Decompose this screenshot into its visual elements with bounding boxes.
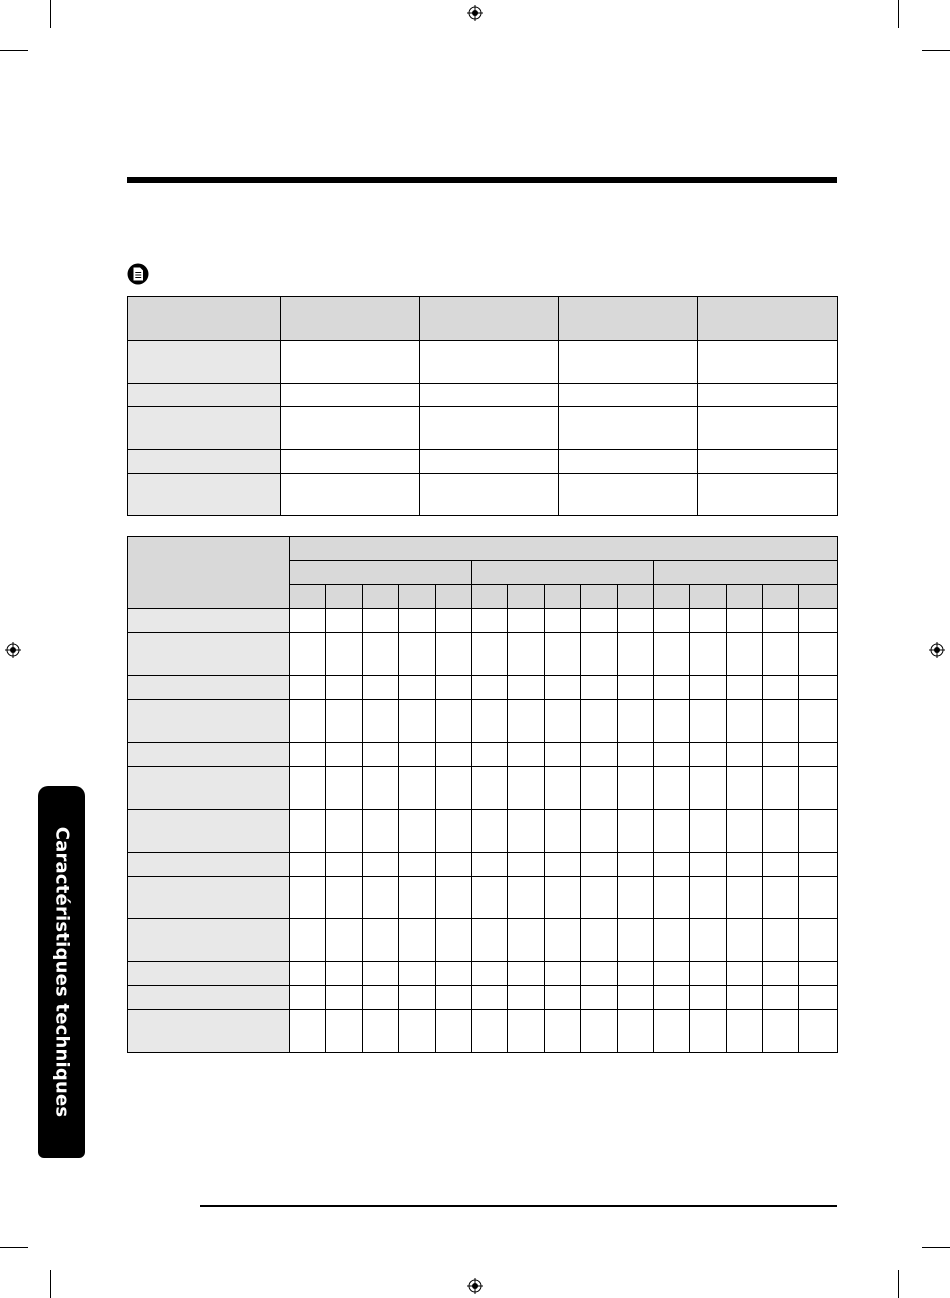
table-cell <box>690 877 726 919</box>
table-cell <box>362 1010 398 1053</box>
table-header-cell <box>290 537 838 561</box>
table-cell <box>399 1010 435 1053</box>
table-cell <box>698 474 838 516</box>
table-header-cell <box>399 585 435 609</box>
table-row <box>128 877 838 919</box>
table-cell <box>471 986 507 1010</box>
table-cell <box>471 962 507 986</box>
table-cell <box>544 743 580 767</box>
table-cell <box>471 743 507 767</box>
table-header-cell <box>544 585 580 609</box>
table-cell <box>471 633 507 676</box>
table-cell <box>726 676 762 700</box>
table-cell <box>698 407 838 450</box>
table-cell <box>399 767 435 810</box>
table-header-cell <box>326 585 362 609</box>
table-cell <box>763 919 799 962</box>
table-cell <box>617 877 653 919</box>
row-header-cell <box>128 853 290 877</box>
table-cell <box>581 633 617 676</box>
row-header-cell <box>128 384 281 407</box>
row-header-cell <box>128 407 281 450</box>
table-cell <box>617 743 653 767</box>
table-cell <box>763 810 799 853</box>
table-cell <box>690 919 726 962</box>
table-row <box>128 986 838 1010</box>
table-cell <box>559 384 698 407</box>
table-cell <box>399 810 435 853</box>
table-cell <box>326 919 362 962</box>
table-cell <box>799 676 837 700</box>
table-cell <box>399 986 435 1010</box>
table-row <box>128 962 838 986</box>
table-header-cell <box>508 585 544 609</box>
table-cell <box>617 609 653 633</box>
table-cell <box>435 1010 471 1053</box>
table-cell <box>326 633 362 676</box>
table-cell <box>290 633 326 676</box>
table-cell <box>690 962 726 986</box>
table-cell <box>726 767 762 810</box>
table-cell <box>435 853 471 877</box>
table-cell <box>326 676 362 700</box>
row-header-cell <box>128 700 290 743</box>
table-cell <box>290 853 326 877</box>
table-cell <box>544 853 580 877</box>
row-header-cell <box>128 450 281 474</box>
table-cell <box>763 986 799 1010</box>
table-cell <box>544 1010 580 1053</box>
crop-mark <box>922 1247 950 1248</box>
table-header-cell <box>290 561 472 585</box>
row-header-cell <box>128 633 290 676</box>
row-header-cell <box>128 877 290 919</box>
table-cell <box>726 877 762 919</box>
table-cell <box>799 810 837 853</box>
crop-mark <box>922 50 950 51</box>
table-row <box>128 384 838 407</box>
table-cell <box>544 877 580 919</box>
table-cell <box>399 853 435 877</box>
table-cell <box>690 853 726 877</box>
table-cell <box>281 474 420 516</box>
table-header-cell <box>653 561 837 585</box>
row-header-cell <box>128 810 290 853</box>
table-cell <box>653 962 689 986</box>
table-cell <box>581 609 617 633</box>
table-cell <box>617 700 653 743</box>
crop-mark <box>50 1270 51 1298</box>
table-cell <box>726 919 762 962</box>
registration-mark-icon <box>5 642 21 658</box>
table-cell <box>508 609 544 633</box>
table-cell <box>581 962 617 986</box>
table-cell <box>690 700 726 743</box>
table-cell <box>544 919 580 962</box>
table-cell <box>653 767 689 810</box>
table-cell <box>559 450 698 474</box>
crop-mark <box>0 50 28 51</box>
table-header-cell <box>617 585 653 609</box>
table-cell <box>471 676 507 700</box>
table-cell <box>559 474 698 516</box>
table-cell <box>698 384 838 407</box>
table-cell <box>581 919 617 962</box>
table-cell <box>420 341 559 384</box>
header-rule <box>127 177 837 183</box>
table-row <box>128 853 838 877</box>
table-cell <box>653 676 689 700</box>
table-cell <box>544 700 580 743</box>
table-cell <box>326 767 362 810</box>
table-cell <box>763 767 799 810</box>
table-cell <box>763 700 799 743</box>
grid-table <box>127 536 838 1053</box>
table-cell <box>617 853 653 877</box>
row-header-cell <box>128 767 290 810</box>
table-cell <box>399 962 435 986</box>
table-cell <box>653 810 689 853</box>
table-cell <box>544 633 580 676</box>
row-header-cell <box>128 341 281 384</box>
table-header-cell <box>362 585 398 609</box>
table-cell <box>581 1010 617 1053</box>
crop-mark <box>898 1270 899 1298</box>
row-header-cell <box>128 986 290 1010</box>
table-cell <box>290 676 326 700</box>
registration-mark-icon <box>467 1278 483 1294</box>
table-cell <box>653 853 689 877</box>
table-cell <box>653 919 689 962</box>
table-cell <box>581 767 617 810</box>
table-row <box>128 450 838 474</box>
table-cell <box>508 919 544 962</box>
crop-mark <box>0 1247 28 1248</box>
table-cell <box>362 676 398 700</box>
table-cell <box>281 407 420 450</box>
table-cell <box>471 609 507 633</box>
table-cell <box>690 676 726 700</box>
table-cell <box>726 962 762 986</box>
table-cell <box>726 986 762 1010</box>
table-cell <box>617 633 653 676</box>
table-cell <box>508 853 544 877</box>
table-header-cell <box>581 585 617 609</box>
table-cell <box>471 853 507 877</box>
table-cell <box>799 919 837 962</box>
table-cell <box>726 810 762 853</box>
table-cell <box>581 676 617 700</box>
table-cell <box>508 986 544 1010</box>
table-cell <box>435 676 471 700</box>
table-cell <box>581 853 617 877</box>
table-cell <box>508 1010 544 1053</box>
table-cell <box>653 700 689 743</box>
spec-table <box>127 296 838 516</box>
table-row <box>128 341 838 384</box>
table-cell <box>471 767 507 810</box>
table-cell <box>471 1010 507 1053</box>
table-cell <box>290 700 326 743</box>
table-cell <box>326 609 362 633</box>
table-cell <box>281 341 420 384</box>
row-header-cell <box>128 962 290 986</box>
table-cell <box>362 609 398 633</box>
table-cell <box>799 877 837 919</box>
table-cell <box>581 810 617 853</box>
table-header-cell <box>726 585 762 609</box>
table-cell <box>471 877 507 919</box>
table-cell <box>290 877 326 919</box>
table-cell <box>799 633 837 676</box>
table-row <box>128 676 838 700</box>
table-cell <box>435 962 471 986</box>
table-cell <box>326 700 362 743</box>
table-cell <box>420 474 559 516</box>
table-cell <box>690 986 726 1010</box>
table-cell <box>290 962 326 986</box>
table-cell <box>653 633 689 676</box>
table-cell <box>544 767 580 810</box>
table-cell <box>290 743 326 767</box>
table-header-cell <box>290 585 326 609</box>
table-cell <box>362 853 398 877</box>
table-cell <box>508 767 544 810</box>
table-header-cell <box>763 585 799 609</box>
row-header-cell <box>128 919 290 962</box>
table-cell <box>799 986 837 1010</box>
table-cell <box>544 962 580 986</box>
table-cell <box>617 919 653 962</box>
table-cell <box>690 1010 726 1053</box>
table-row <box>128 1010 838 1053</box>
table-cell <box>617 962 653 986</box>
table-header-cell <box>690 585 726 609</box>
table-cell <box>281 384 420 407</box>
table-cell <box>653 986 689 1010</box>
table-row <box>128 474 838 516</box>
table-cell <box>653 609 689 633</box>
table-cell <box>362 919 398 962</box>
table-cell <box>581 986 617 1010</box>
table-cell <box>799 1010 837 1053</box>
table-cell <box>617 810 653 853</box>
table-cell <box>290 986 326 1010</box>
table-cell <box>581 743 617 767</box>
table-cell <box>471 700 507 743</box>
table-cell <box>435 919 471 962</box>
table-cell <box>399 676 435 700</box>
table-cell <box>399 609 435 633</box>
row-header-cell <box>128 474 281 516</box>
table-cell <box>653 1010 689 1053</box>
table-header-cell <box>435 585 471 609</box>
table-cell <box>799 609 837 633</box>
table-header-cell <box>420 297 559 341</box>
table-cell <box>420 384 559 407</box>
table-cell <box>508 962 544 986</box>
table-cell <box>581 700 617 743</box>
registration-mark-icon <box>929 642 945 658</box>
table-cell <box>362 633 398 676</box>
table-cell <box>726 853 762 877</box>
table-cell <box>326 877 362 919</box>
table-cell <box>544 986 580 1010</box>
table-row <box>128 407 838 450</box>
crop-mark <box>898 0 899 28</box>
table-cell <box>326 853 362 877</box>
table-cell <box>281 450 420 474</box>
registration-mark-icon <box>467 5 483 21</box>
table-cell <box>399 743 435 767</box>
table-cell <box>508 877 544 919</box>
table-cell <box>435 986 471 1010</box>
table-cell <box>799 700 837 743</box>
table-cell <box>763 676 799 700</box>
table-cell <box>290 810 326 853</box>
table-cell <box>726 700 762 743</box>
table-cell <box>763 962 799 986</box>
table-row <box>128 919 838 962</box>
table-cell <box>763 877 799 919</box>
table-cell <box>653 743 689 767</box>
table-cell <box>653 877 689 919</box>
table-cell <box>290 1010 326 1053</box>
table-cell <box>508 676 544 700</box>
table-cell <box>763 853 799 877</box>
table-cell <box>726 633 762 676</box>
note-icon <box>127 263 149 285</box>
table-cell <box>508 743 544 767</box>
table-cell <box>420 450 559 474</box>
table-cell <box>399 700 435 743</box>
table-cell <box>435 743 471 767</box>
table-cell <box>326 810 362 853</box>
crop-mark <box>50 0 51 28</box>
table-cell <box>799 743 837 767</box>
table-cell <box>435 877 471 919</box>
table-header-cell <box>128 297 281 341</box>
table-cell <box>559 407 698 450</box>
table-cell <box>399 919 435 962</box>
table-cell <box>726 609 762 633</box>
table-cell <box>290 919 326 962</box>
table-cell <box>326 962 362 986</box>
table-header-cell <box>128 537 290 609</box>
table-cell <box>690 633 726 676</box>
table-cell <box>399 633 435 676</box>
table-cell <box>362 962 398 986</box>
table-row <box>128 700 838 743</box>
table-cell <box>435 767 471 810</box>
side-tab-label: Caractéristiques techniques <box>51 826 72 1118</box>
table-row <box>128 743 838 767</box>
table-header-cell <box>281 297 420 341</box>
table-cell <box>290 609 326 633</box>
table-cell <box>544 609 580 633</box>
table-cell <box>435 700 471 743</box>
table-cell <box>763 609 799 633</box>
table-cell <box>508 810 544 853</box>
table-cell <box>420 407 559 450</box>
table-cell <box>544 676 580 700</box>
table-cell <box>581 877 617 919</box>
table-cell <box>799 853 837 877</box>
table-cell <box>690 609 726 633</box>
table-cell <box>508 700 544 743</box>
table-cell <box>617 676 653 700</box>
table-cell <box>617 767 653 810</box>
table-header-row <box>128 537 838 561</box>
table-header-cell <box>653 585 689 609</box>
table-cell <box>471 810 507 853</box>
table-header-cell <box>471 561 653 585</box>
table-header-row <box>128 297 838 341</box>
table-cell <box>326 1010 362 1053</box>
table-row <box>128 767 838 810</box>
table-cell <box>799 962 837 986</box>
table-row <box>128 633 838 676</box>
table-cell <box>617 986 653 1010</box>
table-cell <box>471 919 507 962</box>
table-cell <box>435 609 471 633</box>
row-header-cell <box>128 676 290 700</box>
table-cell <box>698 341 838 384</box>
table-header-cell <box>698 297 838 341</box>
table-cell <box>362 767 398 810</box>
table-cell <box>726 743 762 767</box>
table-cell <box>690 767 726 810</box>
table-cell <box>617 1010 653 1053</box>
table-cell <box>362 986 398 1010</box>
table-header-cell <box>559 297 698 341</box>
table-row <box>128 609 838 633</box>
table-cell <box>690 743 726 767</box>
row-header-cell <box>128 609 290 633</box>
row-header-cell <box>128 1010 290 1053</box>
table-header-cell <box>471 585 507 609</box>
table-cell <box>763 743 799 767</box>
table-header-cell <box>799 585 837 609</box>
table-cell <box>399 877 435 919</box>
table-cell <box>326 743 362 767</box>
row-header-cell <box>128 743 290 767</box>
table-cell <box>362 877 398 919</box>
table-cell <box>362 810 398 853</box>
table-cell <box>698 450 838 474</box>
table-cell <box>559 341 698 384</box>
footer-rule <box>200 1205 837 1207</box>
table-cell <box>435 810 471 853</box>
table-cell <box>763 633 799 676</box>
table-cell <box>799 767 837 810</box>
table-cell <box>690 810 726 853</box>
table-cell <box>362 700 398 743</box>
table-cell <box>435 633 471 676</box>
table-cell <box>544 810 580 853</box>
table-cell <box>362 743 398 767</box>
table-cell <box>763 1010 799 1053</box>
table-cell <box>508 633 544 676</box>
table-cell <box>726 1010 762 1053</box>
table-cell <box>290 767 326 810</box>
table-row <box>128 810 838 853</box>
table-cell <box>326 986 362 1010</box>
side-tab <box>38 786 85 1158</box>
